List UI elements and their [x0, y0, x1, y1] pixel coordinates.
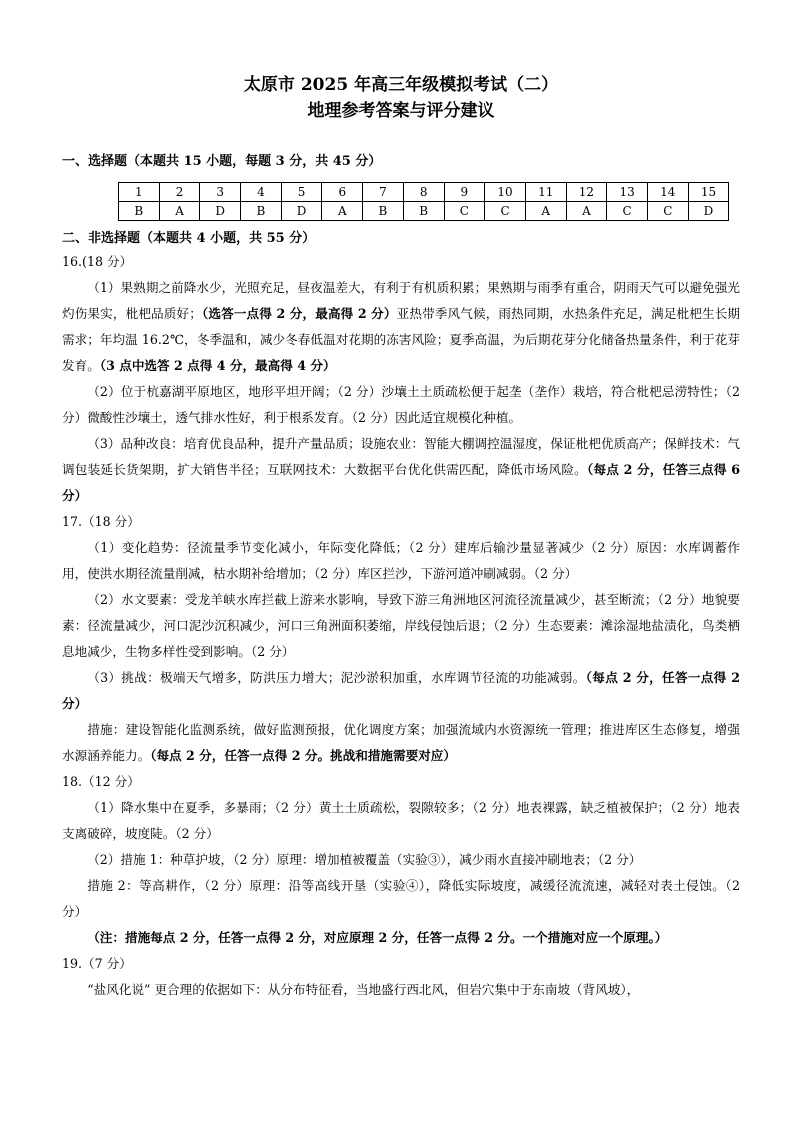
doc-title: 太原市 2025 年高三年级模拟考试（二） [243, 75, 559, 95]
question-number-cell: 5 [281, 183, 322, 202]
question-number-cell: 12 [566, 183, 607, 202]
q18-part2: （2）措施 1：种草护坡，（2 分）原理：增加植被覆盖（实验③），减少雨水直接冲刷地表；（2 分） [87, 852, 642, 867]
q17-part3-text: （3）挑战：极端天气增多，防洪压力增大；泥沙淤积加重，水库调节径流的功能减弱。 [87, 670, 586, 685]
q17-part2: （2）水文要素：受龙羊峡水库拦截上游来水影响，导致下游三角洲地区河流径流量减少，甚至断流；（2 分）地貌要素：径流量减少，河口泥沙沉积减少，河口三角洲面积萎缩，岸线侵蚀后退；（2 分）生态要素：滩涂湿地盐渍化，鸟类栖息地减少，生物多样性受到影响。（2 分） [62, 592, 740, 659]
q16-part3-score: （每点 2 分，任答三点得 6 分） [62, 462, 740, 503]
question-number-cell: 6 [322, 183, 363, 202]
q16-part1-text-b: 亚热带季风气候，雨热同期，水热条件充足，满足枇杷生长期需求；年均温 16.2℃，冬季温和，减少冬春低温对花期的冻害风险；夏季高温，为后期花芽分化储备热量条件，利于花芽发育。 [62, 306, 741, 373]
q19-part1: “盐风化说” 更合理的依据如下：从分布特征看，当地盛行西北风，但岩穴集中于东南坡（背风坡）， [87, 982, 640, 997]
section2-heading: 二、非选择题（本题共 4 小题，共 55 分） [62, 231, 316, 246]
question-number-cell: 9 [444, 183, 485, 202]
answer-cell: A [159, 202, 200, 221]
answer-cell: B [119, 202, 160, 221]
question-number-cell: 10 [485, 183, 526, 202]
answer-cell: D [281, 202, 322, 221]
q16-part3-text: （3）品种改良：培育优良品种，提升产量品质；设施农业：智能大棚调控温湿度，保证枇杷优质高产；保鲜技术：气调包装延长货架期，扩大销售半径；互联网技术：大数据平台优化供需匹配，降低市场风险。 [62, 436, 740, 477]
question-number-cell: 8 [403, 183, 444, 202]
q16-label: 16.(18 分） [62, 254, 133, 269]
question-number-cell: 15 [688, 183, 729, 202]
q18-note: （注：措施每点 2 分，任答一点得 2 分，对应原理 2 分，任答一点得 2 分。一个措施对应一个原理。） [87, 930, 668, 945]
question-number-cell: 13 [607, 183, 648, 202]
q16-part1-text-a: （1）果熟期之前降水少，光照充足，昼夜温差大，有利于有机质积累；果熟期与雨季有重合，阴雨天气可以避免强光灼伤果实，枇杷品质好； [62, 280, 740, 321]
answer-cell: A [566, 202, 607, 221]
answer-table-answer-row [119, 202, 729, 221]
answer-cell: B [403, 202, 444, 221]
answer-cell: A [525, 202, 566, 221]
question-number-cell: 11 [525, 183, 566, 202]
q16-part1 [62, 275, 740, 379]
q17-measures-score: （每点 2 分，任答一点得 2 分。挑战和措施需要对应） [150, 748, 456, 763]
answer-table-number-row [119, 183, 729, 202]
answer-cell: A [322, 202, 363, 221]
q17-part3 [62, 665, 740, 717]
q16-part2: （2）位于杭嘉湖平原地区，地形平坦开阔；（2 分）沙壤土土质疏松便于起垄（垄作）栽培，符合枇杷忌涝特性；（2 分）微酸性沙壤土，透气排水性好，利于根系发育。（2 分）因此适宜规模化种植。 [62, 384, 740, 425]
question-number-cell: 3 [200, 183, 241, 202]
q17-part1: （1）变化趋势：径流量季节变化减小，年际变化降低；（2 分）建库后输沙量显著减少（2 分）原因：水库调蓄作用，使洪水期径流量削减，枯水期补给增加；（2 分）库区拦沙，下游河道冲刷减弱。（2 分） [62, 540, 740, 581]
q16-part1-score-a: （选答一点得 2 分，最高得 2 分） [201, 306, 397, 321]
q18-part3: 措施 2：等高耕作，（2 分）原理：沿等高线开垦（实验④），降低实际坡度，减缓径流流速，减轻对表土侵蚀。（2 分） [62, 878, 740, 919]
q17-part3-score: （每点 2 分，任答一点得 2 分） [62, 670, 740, 711]
q19-label: 19.（7 分） [62, 956, 132, 971]
q17-measures-text: 措施：建设智能化监测系统，做好监测预报，优化调度方案；加强流域内水资源统一管理；推进库区生态修复，增强水源涵养能力。 [62, 722, 740, 763]
answer-cell: B [363, 202, 404, 221]
q18-label: 18.（12 分） [62, 774, 140, 789]
doc-subtitle: 地理参考答案与评分建议 [307, 101, 495, 121]
q17-label: 17.（18 分） [62, 514, 140, 529]
answer-sheet-page [62, 72, 740, 1003]
answer-table [118, 182, 729, 221]
question-number-cell: 1 [119, 183, 160, 202]
q16-part1-score-b: （3 点中选答 2 点得 4 分，最高得 4 分） [99, 358, 336, 373]
question-number-cell: 7 [363, 183, 404, 202]
answer-cell: C [444, 202, 485, 221]
answer-cell: C [485, 202, 526, 221]
question-number-cell: 2 [159, 183, 200, 202]
answer-cell: D [688, 202, 729, 221]
question-number-cell: 14 [647, 183, 688, 202]
answer-cell: B [241, 202, 282, 221]
q16-part3 [62, 431, 740, 509]
answer-cell: C [607, 202, 648, 221]
answer-cell: D [200, 202, 241, 221]
q18-part1: （1）降水集中在夏季，多暴雨；（2 分）黄土土质疏松，裂隙较多；（2 分）地表裸露，缺乏植被保护；（2 分）地表支离破碎，坡度陡。（2 分） [62, 800, 740, 841]
q17-measures [62, 717, 740, 769]
question-number-cell: 4 [241, 183, 282, 202]
answer-cell: C [647, 202, 688, 221]
section1-heading: 一、选择题（本题共 15 小题，每题 3 分，共 45 分） [62, 154, 382, 169]
